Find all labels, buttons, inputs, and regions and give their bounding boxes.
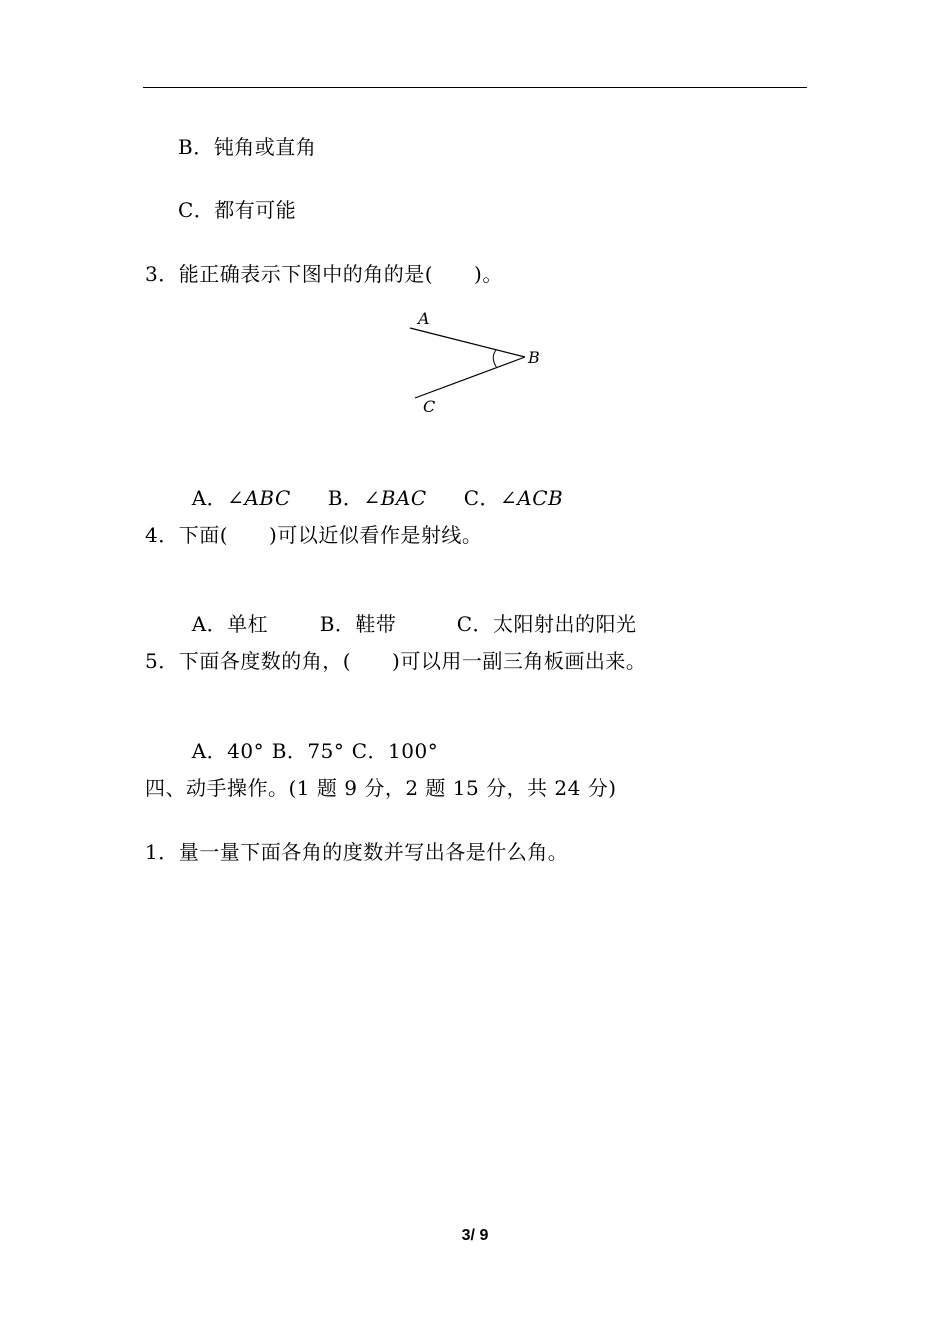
section4-q1: 1．量一量下面各角的度数并写出各是什么角。 <box>145 840 569 864</box>
header-rule <box>143 87 807 88</box>
label-b: B <box>528 348 540 367</box>
label-a: A <box>418 309 430 328</box>
q3-option-a: A．∠ABC <box>191 486 291 510</box>
q5-option-a: A．40° <box>191 739 265 763</box>
q3-stem: 3．能正确表示下图中的角的是( )。 <box>145 262 503 286</box>
q5-option-c: C．100° <box>351 739 439 763</box>
q4-options <box>178 585 637 637</box>
page-number: 3/ 9 <box>461 1227 489 1244</box>
q4-stem: 4．下面( )可以近似看作是射线。 <box>145 523 483 547</box>
angle-arc <box>493 350 497 368</box>
ray-bc <box>415 357 525 398</box>
q4-option-b: B．鞋带 <box>319 612 397 636</box>
q5-options <box>178 712 438 764</box>
q4-option-a: A．单杠 <box>191 612 269 636</box>
angle-abc-figure <box>400 305 550 420</box>
q4-option-c: C．太阳射出的阳光 <box>456 612 637 636</box>
label-c: C <box>423 397 436 416</box>
q3-option-b: B．∠BAC <box>327 486 427 510</box>
q5-option-b: B．75° <box>271 739 345 763</box>
ray-ba <box>410 328 525 357</box>
q3-options <box>178 459 563 511</box>
q2-option-b: B．钝角或直角 <box>178 135 317 159</box>
q3-option-c: C．∠ACB <box>463 486 564 510</box>
q2-option-c: C．都有可能 <box>178 198 297 222</box>
q5-stem: 5．下面各度数的角，( )可以用一副三角板画出来。 <box>145 649 647 673</box>
section4-heading: 四、动手操作。(1 题 9 分，2 题 15 分，共 24 分) <box>145 776 617 800</box>
